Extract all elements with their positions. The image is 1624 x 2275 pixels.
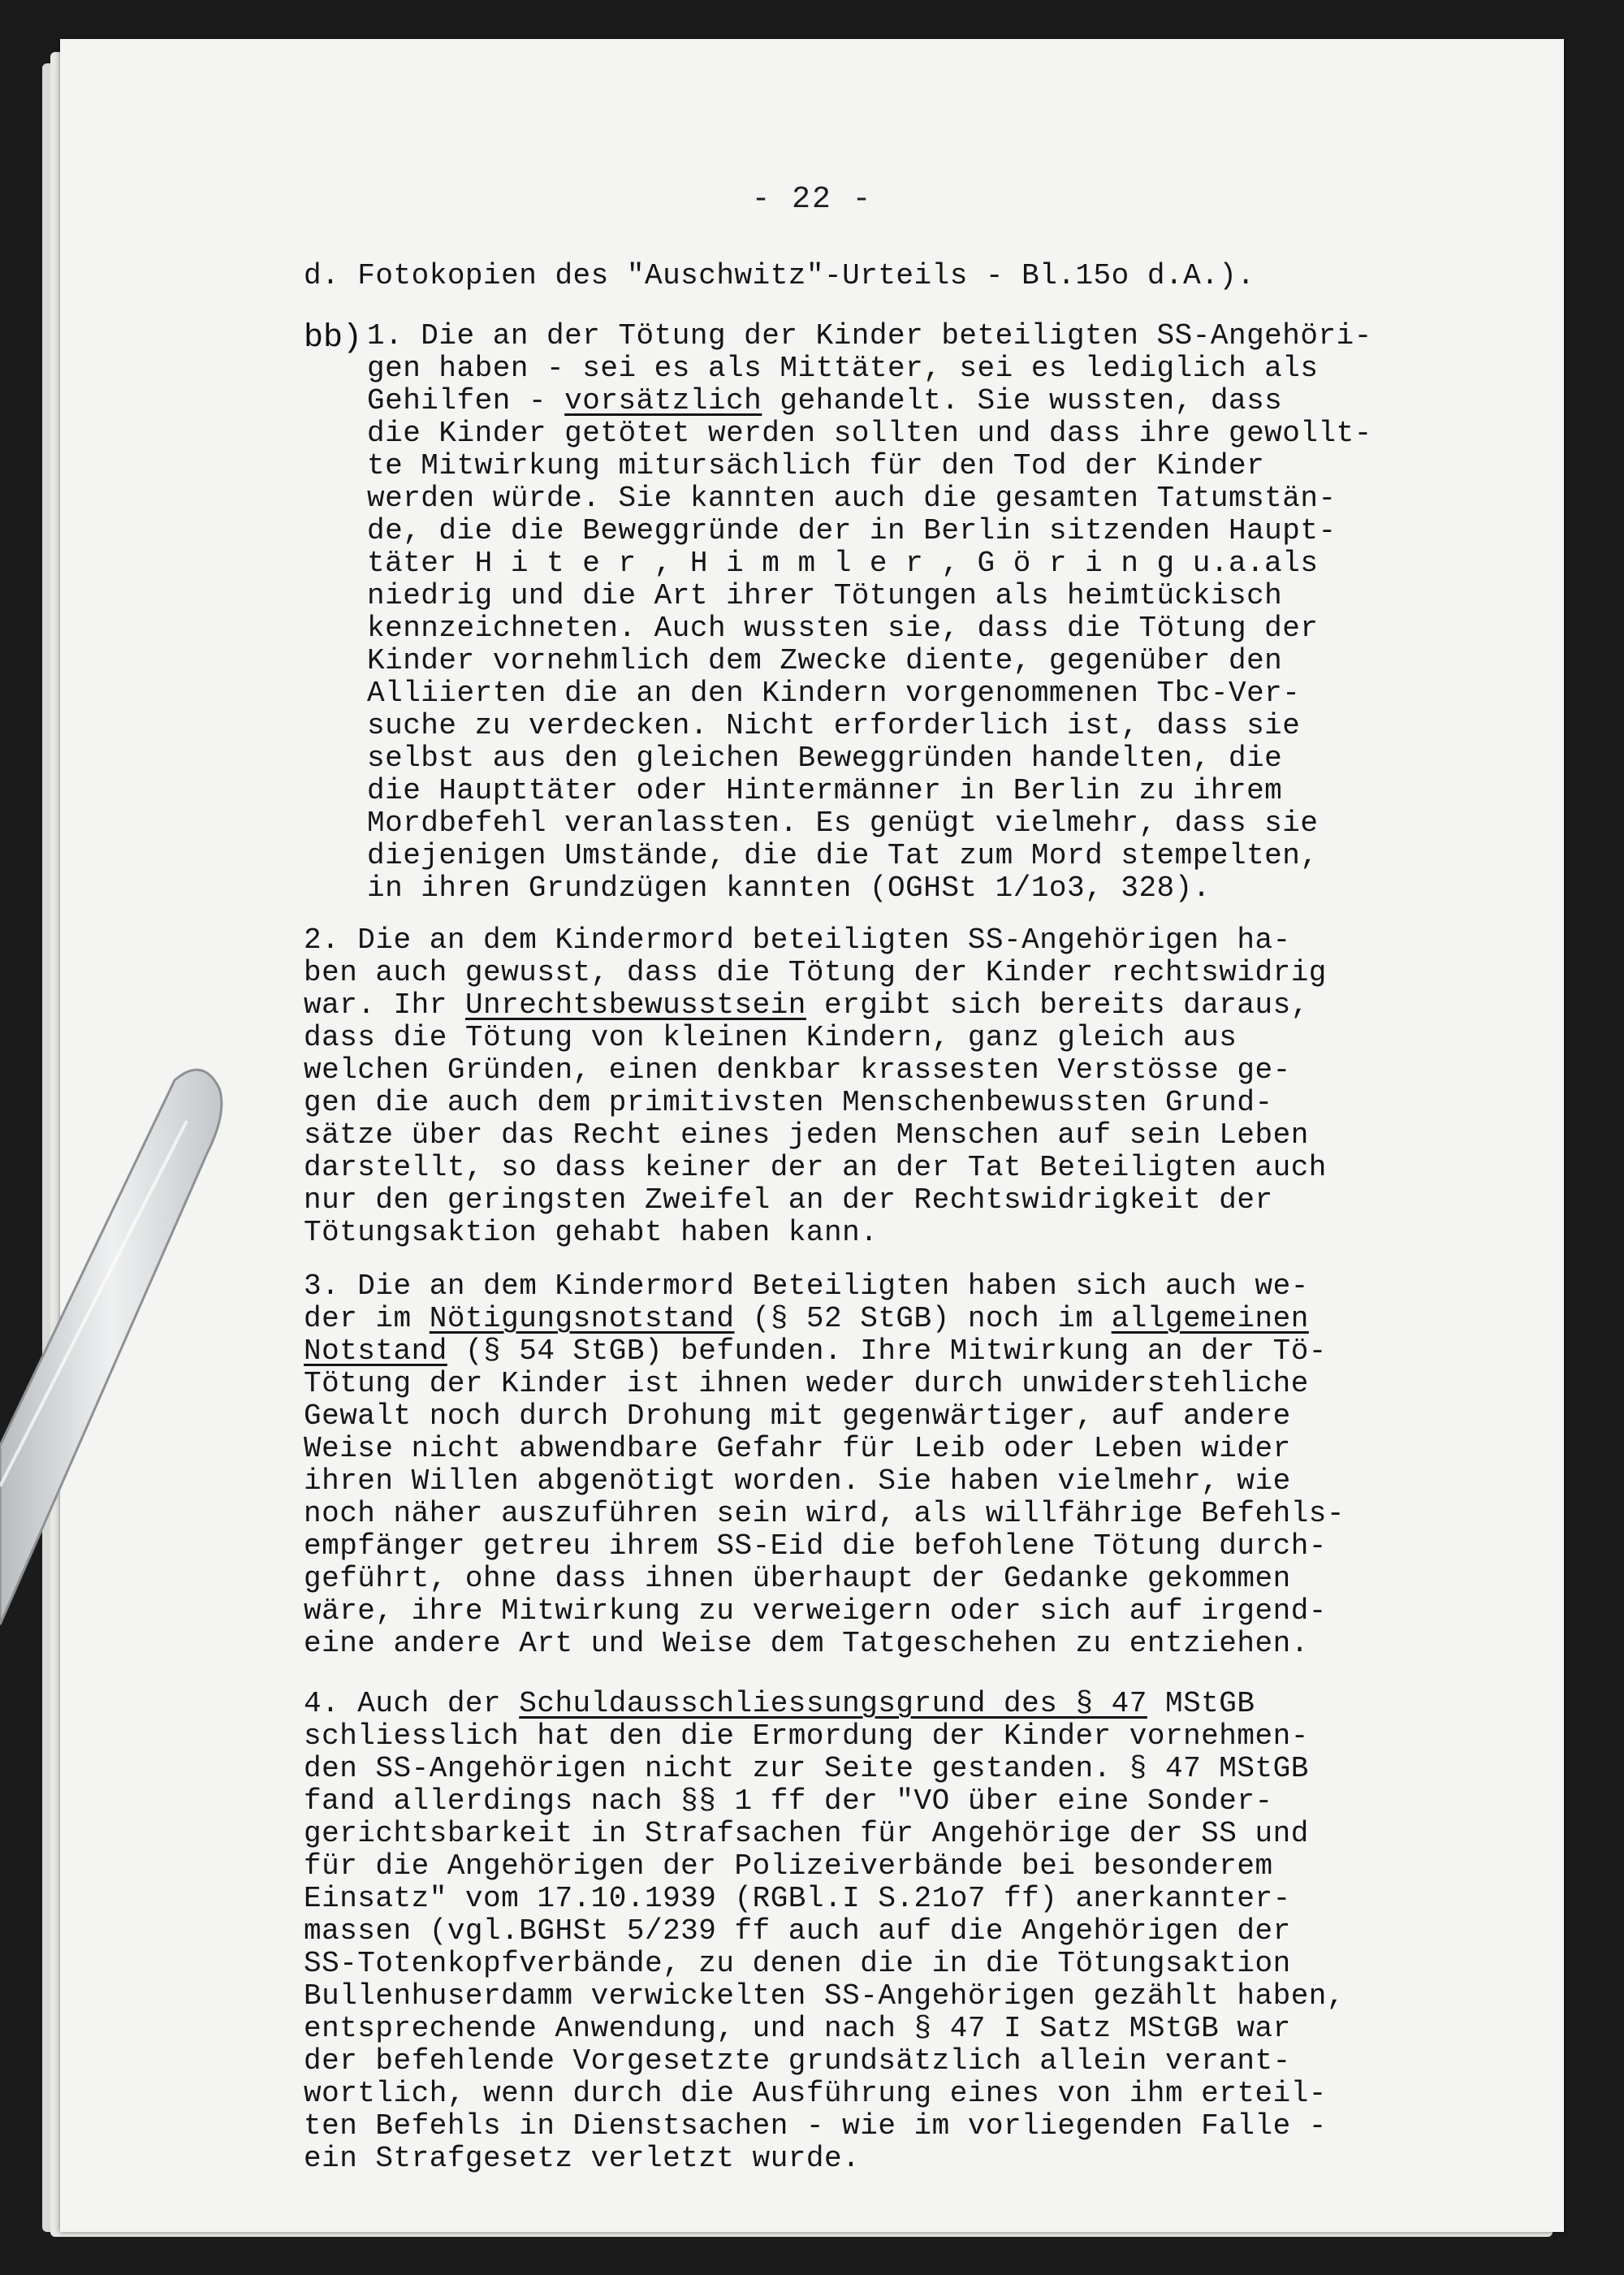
section-1-line: in ihren Grundzügen kannten (OGHSt 1/1o3, 328). (367, 872, 1211, 905)
section-1-line: niedrig und die Art ihrer Tötungen als heimtückisch (367, 579, 1283, 612)
section-2-line: nur den geringsten Zweifel an der Rechtswidrigkeit der (304, 1183, 1273, 1217)
section-1-line: suche zu verdecken. Nicht erforderlich ist, dass sie (367, 709, 1301, 742)
section-1-line: die Haupttäter oder Hintermänner in Berlin zu ihrem (367, 774, 1283, 807)
section-4-line: Bullenhuserdamm verwickelten SS-Angehörigen gezählt haben, (304, 1979, 1345, 2013)
page-number: - 22 - (751, 182, 873, 217)
section-1-line: 1. Die an der Tötung der Kinder beteiligten SS-Angehöri- (367, 319, 1372, 352)
underlined-term: vorsätzlich (564, 384, 762, 417)
section-2-line: sätze über das Recht eines jeden Menschen auf sein Leben (304, 1118, 1309, 1152)
section-2-line: ben auch gewusst, dass die Tötung der Kinder rechtswidrig (304, 956, 1327, 989)
underlined-term: allgemeinen (1111, 1302, 1309, 1335)
section-1-line: werden würde. Sie kannten auch die gesamten Tatumstän- (367, 482, 1337, 515)
document-page (60, 39, 1564, 2232)
section-4-line: massen (vgl.BGHSt 5/239 ff auch auf die Angehörigen der (304, 1914, 1291, 1948)
section-1-line: te Mitwirkung mitursächlich für den Tod der Kinder (367, 449, 1265, 482)
section-1-line: diejenigen Umstände, die die Tat zum Mord stempelten, (367, 839, 1319, 872)
section-3-line: geführt, ohne dass ihnen überhaupt der Gedanke gekommen (304, 1562, 1291, 1595)
section-3-line: Weise nicht abwendbare Gefahr für Leib oder Leben wider (304, 1432, 1291, 1465)
underlined-term: Unrechtsbewusstsein (464, 988, 806, 1022)
section-3-line: eine andere Art und Weise dem Tatgeschehen zu entziehen. (304, 1627, 1309, 1660)
section-4-line: ein Strafgesetz verletzt wurde. (304, 2142, 861, 2175)
section-1-line: Alliierten die an den Kindern vorgenommenen Tbc-Ver- (367, 677, 1301, 710)
scissors-blade-icon (0, 1064, 235, 1633)
underlined-term: Schuldausschliessungsgrund des § 47 (519, 1687, 1147, 1720)
section-2-line: welchen Gründen, einen denkbar krassesten Verstösse ge- (304, 1053, 1291, 1087)
section-4-line: Einsatz" vom 17.10.1939 (RGBl.I S.21o7 ff) anerkannter- (304, 1882, 1291, 1915)
section-3-line: der im Nötigungsnotstand (§ 52 StGB) noch im allgemeinen (304, 1302, 1309, 1335)
item-d: d. Fotokopien des "Auschwitz"-Urteils - Bl.15o d.A.). (304, 259, 1255, 292)
section-3-line: noch näher auszuführen sein wird, als willfährige Befehls- (304, 1497, 1345, 1530)
section-4-line: der befehlende Vorgesetzte grundsätzlich allein verant- (304, 2044, 1291, 2078)
section-1-line: selbst aus den gleichen Beweggründen handelten, die (367, 742, 1283, 775)
section-3-line: Notstand (§ 54 StGB) befunden. Ihre Mitwirkung an der Tö- (304, 1334, 1327, 1368)
section-4-line: SS-Totenkopfverbände, zu denen die in die Tötungsaktion (304, 1947, 1291, 1980)
section-4-line: wortlich, wenn durch die Ausführung eines von ihm erteil- (304, 2077, 1327, 2110)
margin-marker: bb) (304, 320, 363, 357)
section-4-line: gerichtsbarkeit in Strafsachen für Angehörige der SS und (304, 1817, 1309, 1850)
section-4-line: entsprechende Anwendung, und nach § 47 I Satz MStGB war (304, 2012, 1291, 2045)
section-1-line: de, die die Beweggründe der in Berlin sitzenden Haupt- (367, 514, 1337, 547)
section-4-line: für die Angehörigen der Polizeiverbände bei besonderem (304, 1849, 1273, 1883)
section-2-line: dass die Tötung von kleinen Kindern, ganz gleich aus (304, 1021, 1237, 1054)
section-2-line: war. Ihr Unrechtsbewusstsein ergibt sich bereits daraus, (304, 988, 1309, 1022)
section-3-line: empfänger getreu ihrem SS-Eid die befohlene Tötung durch- (304, 1529, 1327, 1563)
section-4-line: 4. Auch der Schuldausschliessungsgrund des § 47 MStGB (304, 1687, 1255, 1720)
section-1-line: die Kinder getötet werden sollten und dass ihre gewollt- (367, 417, 1372, 450)
section-4-line: schliesslich hat den die Ermordung der Kinder vornehmen- (304, 1719, 1309, 1753)
section-3-line: 3. Die an dem Kindermord Beteiligten haben sich auch we- (304, 1269, 1309, 1303)
section-1-line: Kinder vornehmlich dem Zwecke diente, gegenüber den (367, 644, 1283, 677)
section-1-line: kennzeichneten. Auch wussten sie, dass die Tötung der (367, 612, 1319, 645)
section-1-line: Mordbefehl veranlassten. Es genügt vielmehr, dass sie (367, 807, 1319, 840)
section-3-line: wäre, ihre Mitwirkung zu verweigern oder sich auf irgend- (304, 1594, 1327, 1628)
section-3-line: ihren Willen abgenötigt worden. Sie haben vielmehr, wie (304, 1464, 1291, 1498)
section-2-line: darstellt, so dass keiner der an der Tat Beteiligten auch (304, 1151, 1327, 1184)
underlined-term: Nötigungsnotstand (429, 1302, 735, 1335)
section-2-line: Tötungsaktion gehabt haben kann. (304, 1216, 879, 1249)
section-2-line: gen die auch dem primitivsten Menschenbewussten Grund- (304, 1086, 1273, 1119)
section-2-line: 2. Die an dem Kindermord beteiligten SS-Angehörigen ha- (304, 923, 1291, 957)
section-1-line: täter H i t e r , H i m m l e r , G ö r i n g u.a.als (367, 547, 1319, 580)
section-3-line: Gewalt noch durch Drohung mit gegenwärtiger, auf andere (304, 1399, 1291, 1433)
section-3-line: Tötung der Kinder ist ihnen weder durch unwiderstehliche (304, 1367, 1309, 1400)
document-body (60, 39, 1564, 2232)
section-4-line: den SS-Angehörigen nicht zur Seite gestanden. § 47 MStGB (304, 1752, 1309, 1785)
section-4-line: ten Befehls in Dienstsachen - wie im vorliegenden Falle - (304, 2109, 1327, 2143)
section-4-line: fand allerdings nach §§ 1 ff der "VO über eine Sonder- (304, 1784, 1273, 1818)
underlined-term: Notstand (304, 1334, 447, 1368)
section-1-line: Gehilfen - vorsätzlich gehandelt. Sie wussten, dass (367, 384, 1283, 417)
section-1-line: gen haben - sei es als Mittäter, sei es lediglich als (367, 352, 1319, 385)
